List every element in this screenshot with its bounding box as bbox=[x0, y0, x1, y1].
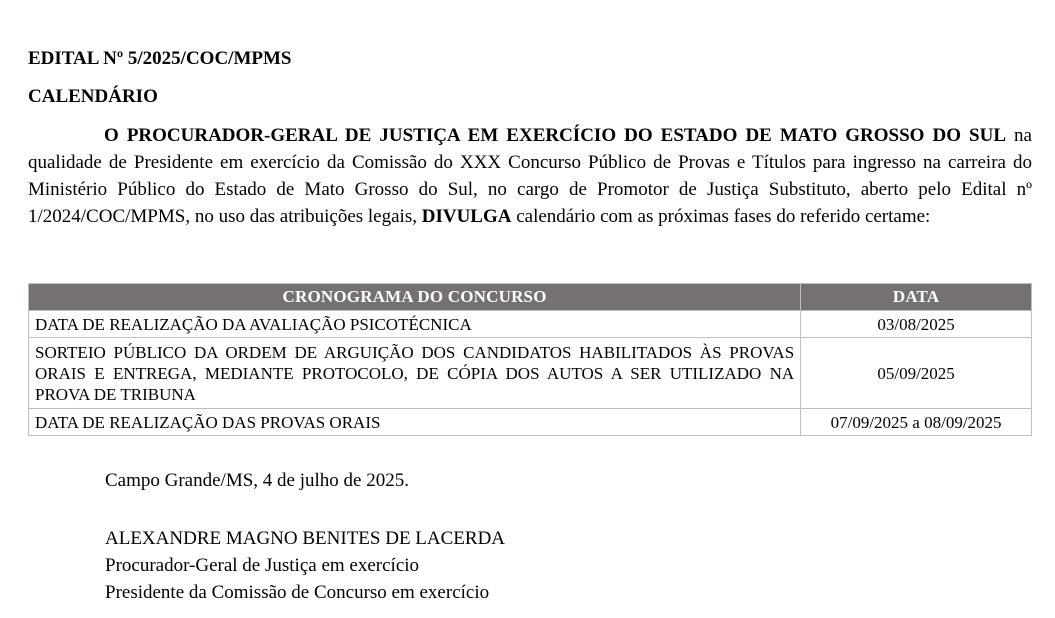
row-date: 07/09/2025 a 08/09/2025 bbox=[801, 409, 1032, 436]
signature-block bbox=[105, 525, 505, 606]
intro-text-1: na qualidade de Presidente em exercício da Comissão do XXX Concurso Público de Provas e Títulos para ingresso na carreira do Ministério Público do Estado de Mato Grosso do Sul, no cargo de Promotor de Justiça Substituto, aberto pelo Edital nº 1/2024/COC/MPMS, no uso das atribuições legais, bbox=[28, 125, 1032, 227]
row-event: SORTEIO PÚBLICO DA ORDEM DE ARGUIÇÃO DOS CANDIDATOS HABILITADOS ÀS PROVAS ORAIS E ENTREGA, MEDIANTE PROTOCOLO, DE CÓPIA DOS AUTOS A SER UTILIZADO NA PROVA DE TRIBUNA bbox=[29, 338, 801, 409]
header-date: DATA bbox=[801, 284, 1032, 311]
table-row bbox=[29, 338, 1032, 409]
row-event: DATA DE REALIZAÇÃO DAS PROVAS ORAIS bbox=[29, 409, 801, 436]
intro-text-2: calendário com as próximas fases do referido certame: bbox=[511, 206, 931, 227]
signatory-role-1: Procurador-Geral de Justiça em exercício bbox=[105, 555, 420, 576]
header-event: CRONOGRAMA DO CONCURSO bbox=[29, 284, 801, 311]
table-row bbox=[29, 311, 1032, 338]
intro-bold-verb: DIVULGA bbox=[421, 206, 512, 227]
intro-paragraph bbox=[28, 122, 1032, 230]
place-date: Campo Grande/MS, 4 de julho de 2025. bbox=[105, 470, 409, 491]
table-row bbox=[29, 409, 1032, 436]
intro-bold-lead: O PROCURADOR-GERAL DE JUSTIÇA EM EXERCÍCIO DO ESTADO DE MATO GROSSO DO SUL bbox=[104, 125, 1007, 146]
row-date: 05/09/2025 bbox=[801, 338, 1032, 409]
signatory-name: ALEXANDRE MAGNO BENITES DE LACERDA bbox=[105, 528, 506, 549]
schedule-table bbox=[28, 283, 1032, 436]
row-event: DATA DE REALIZAÇÃO DA AVALIAÇÃO PSICOTÉCNICA bbox=[29, 311, 801, 338]
row-date: 03/08/2025 bbox=[801, 311, 1032, 338]
table-header-row bbox=[29, 284, 1032, 311]
edital-title: EDITAL Nº 5/2025/COC/MPMS bbox=[28, 48, 292, 69]
section-title: CALENDÁRIO bbox=[28, 86, 158, 107]
signatory-role-2: Presidente da Comissão de Concurso em exercício bbox=[105, 582, 490, 603]
